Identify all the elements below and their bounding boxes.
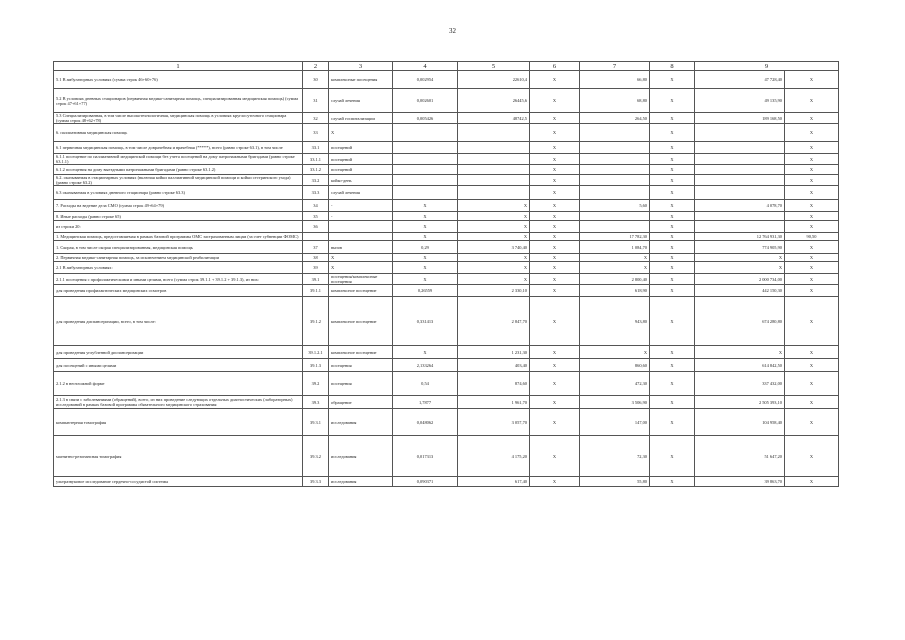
table-cell: магнитно-резонансная томография xyxy=(54,436,303,477)
table-cell: 2 847,70 xyxy=(458,297,530,346)
table-cell xyxy=(458,124,530,142)
table-cell: X xyxy=(530,262,580,274)
table-cell xyxy=(393,142,458,154)
table-cell: X xyxy=(530,124,580,142)
header-cell: 5 xyxy=(458,62,530,71)
table-cell: X xyxy=(785,274,839,285)
data-table xyxy=(53,61,839,487)
table-cell: X xyxy=(458,221,530,233)
table-cell: для проведения диспансеризации, всего, в том числе: xyxy=(54,297,303,346)
table-cell: X xyxy=(393,233,458,241)
table-cell: X xyxy=(785,254,839,262)
table-cell: койко-день xyxy=(329,175,393,186)
table-cell: 104 958,40 xyxy=(695,409,785,436)
table-cell: X xyxy=(530,285,580,297)
table-cell: X xyxy=(650,142,695,154)
table-cell: X xyxy=(393,200,458,212)
table-cell: 39.1 xyxy=(303,274,329,285)
table-cell: 5.3 Специализированная, в том числе высокотехнологичная, медицинская помощь в условиях круглосуточного стационара (сумма строк 48+62+78) xyxy=(54,113,303,124)
table-cell: случай лечения xyxy=(329,89,393,113)
table-cell: 472,30 xyxy=(580,372,650,396)
table-row xyxy=(54,221,839,233)
table-cell: X xyxy=(695,262,785,274)
table-cell: X xyxy=(785,154,839,165)
table-row xyxy=(54,396,839,409)
table-cell: 22610,4 xyxy=(458,71,530,89)
table-cell: X xyxy=(530,113,580,124)
table-cell: X xyxy=(785,142,839,154)
table-row xyxy=(54,359,839,372)
table-cell xyxy=(393,186,458,200)
table-cell: X xyxy=(329,124,393,142)
table-cell xyxy=(580,186,650,200)
table-cell: X xyxy=(530,359,580,372)
table-cell: X xyxy=(650,274,695,285)
table-cell: 4 175,20 xyxy=(458,436,530,477)
table-cell: X xyxy=(393,274,458,285)
table-cell xyxy=(393,175,458,186)
table-cell: 1,7877 xyxy=(393,396,458,409)
table-cell: 36 xyxy=(303,221,329,233)
table-cell: X xyxy=(785,221,839,233)
table-cell: X xyxy=(329,254,393,262)
table-cell: X xyxy=(530,274,580,285)
table-cell: 55,80 xyxy=(580,477,650,487)
table-cell: 8. Иные расходы (равно строке 65) xyxy=(54,212,303,221)
table-cell: для проведения профилактических медицинских осмотров xyxy=(54,285,303,297)
table-cell: 4 078,70 xyxy=(695,200,785,212)
table-cell: посещений xyxy=(329,142,393,154)
table-cell: 39.1.2.1 xyxy=(303,346,329,359)
table-row xyxy=(54,186,839,200)
table-cell: X xyxy=(530,154,580,165)
table-row xyxy=(54,241,839,254)
table-cell: 2 505 393,10 xyxy=(695,396,785,409)
table-cell: X xyxy=(650,254,695,262)
table-cell xyxy=(329,233,393,241)
table-cell: 6.3 оказываемая в условиях дневного стационара (равно строке 63.3) xyxy=(54,186,303,200)
table-cell xyxy=(393,165,458,175)
table-cell: 33.1 xyxy=(303,142,329,154)
table-row xyxy=(54,233,839,241)
table-cell: 2.1 В амбулаторных условиях: xyxy=(54,262,303,274)
table-cell: X xyxy=(650,233,695,241)
table-cell: X xyxy=(785,71,839,89)
table-cell: - xyxy=(329,200,393,212)
table-cell: X xyxy=(785,285,839,297)
table-cell: X xyxy=(785,212,839,221)
table-cell: 68,80 xyxy=(580,89,650,113)
table-cell: X xyxy=(530,372,580,396)
table-cell: 12 764 931,30 xyxy=(695,233,785,241)
table-row xyxy=(54,409,839,436)
table-cell: 0,002601 xyxy=(393,89,458,113)
table-cell: исследования xyxy=(329,477,393,487)
table-row xyxy=(54,346,839,359)
table-row xyxy=(54,71,839,89)
table-cell: посещения xyxy=(329,359,393,372)
table-cell: 1. Скорая, в том числе скорая специализированная, медицинская помощь xyxy=(54,241,303,254)
table-cell: 5.2 В условиях дневных стационаров (первичная медико-санитарная помощь, специализированная медицинская помощь) (сумма строк 47+61+77) xyxy=(54,89,303,113)
table-cell: X xyxy=(650,186,695,200)
table-cell xyxy=(458,186,530,200)
table-cell xyxy=(580,212,650,221)
table-cell: 39 863,70 xyxy=(695,477,785,487)
table-row xyxy=(54,297,839,346)
table-cell: 39.2 xyxy=(303,372,329,396)
table-cell: 442 150,30 xyxy=(695,285,785,297)
table-cell xyxy=(695,186,785,200)
table-cell: X xyxy=(785,396,839,409)
table-cell: X xyxy=(650,396,695,409)
table-cell: X xyxy=(530,254,580,262)
page-number: 32 xyxy=(449,27,456,35)
table-cell: 6.1.2 посещения на дому выездными патронажными бригадами (равно строке 63.1.2) xyxy=(54,165,303,175)
table-cell: X xyxy=(530,297,580,346)
table-cell xyxy=(329,221,393,233)
table-cell: X xyxy=(650,262,695,274)
table-cell: X xyxy=(785,186,839,200)
table-cell: 0,54 xyxy=(393,372,458,396)
table-cell: 2.1.1 посещения с профилактическими и иными целями, всего (сумма строк 39.1.1 + 39.1.2 + 39.1.3), из них: xyxy=(54,274,303,285)
table-cell: X xyxy=(650,477,695,487)
table-cell: 2 000 734,00 xyxy=(695,274,785,285)
header-cell: 7 xyxy=(580,62,650,71)
table-cell: X xyxy=(785,409,839,436)
table-cell: X xyxy=(530,346,580,359)
table-cell: 2.1.2 в неотложной форме xyxy=(54,372,303,396)
table-cell: для посещений с иными целями xyxy=(54,359,303,372)
table-cell: X xyxy=(650,175,695,186)
table-cell: 774 905,90 xyxy=(695,241,785,254)
table-cell: X xyxy=(458,254,530,262)
table-cell: X xyxy=(530,200,580,212)
table-cell: X xyxy=(530,142,580,154)
table-cell: X xyxy=(458,274,530,285)
table-cell: 943,80 xyxy=(580,297,650,346)
table-cell: X xyxy=(650,409,695,436)
table-cell: X xyxy=(650,124,695,142)
table-cell: 3 506,90 xyxy=(580,396,650,409)
table-cell: случай лечения xyxy=(329,186,393,200)
table-cell: 0,005426 xyxy=(393,113,458,124)
table-cell: X xyxy=(650,436,695,477)
table-cell xyxy=(458,154,530,165)
table-cell: посещения xyxy=(329,372,393,396)
table-row xyxy=(54,154,839,165)
table-cell: X xyxy=(530,409,580,436)
table-cell: 874,60 xyxy=(458,372,530,396)
table-cell: комплексное посещение xyxy=(329,297,393,346)
table-cell: X xyxy=(580,262,650,274)
table-cell: 30 xyxy=(303,71,329,89)
header-cell: 1 xyxy=(54,62,303,71)
table-cell: 2 330,10 xyxy=(458,285,530,297)
table-cell: X xyxy=(530,71,580,89)
table-cell: посещений xyxy=(329,165,393,175)
table-cell: исследования xyxy=(329,409,393,436)
table-cell: X xyxy=(458,233,530,241)
table-cell: 189 168,50 xyxy=(695,113,785,124)
table-cell: 37 xyxy=(303,241,329,254)
table-cell: X xyxy=(650,200,695,212)
table-cell xyxy=(580,124,650,142)
table-cell: 1. Медицинская помощь, предоставляемая в рамках базовой программы ОМС застрахованным лицам (за счет субвенции ФОМС) xyxy=(54,233,303,241)
table-cell: 39.1.2 xyxy=(303,297,329,346)
table-row xyxy=(54,262,839,274)
table-cell: 33.1.2 xyxy=(303,165,329,175)
table-cell: X xyxy=(530,396,580,409)
table-cell: 1 961,70 xyxy=(458,396,530,409)
table-cell: X xyxy=(785,113,839,124)
table-cell: 72,30 xyxy=(580,436,650,477)
table-cell: 618,90 xyxy=(580,285,650,297)
header-cell: 9 xyxy=(695,62,839,71)
table-cell: X xyxy=(458,212,530,221)
table-cell: 66,80 xyxy=(580,71,650,89)
table-cell: 337 432,00 xyxy=(695,372,785,396)
table-cell: X xyxy=(530,212,580,221)
table-cell: - xyxy=(329,212,393,221)
table-cell: случай госпитализации xyxy=(329,113,393,124)
table-cell xyxy=(303,233,329,241)
table-cell: X xyxy=(530,477,580,487)
table-cell: X xyxy=(458,262,530,274)
table-row xyxy=(54,200,839,212)
table-cell xyxy=(580,165,650,175)
table-cell: X xyxy=(650,285,695,297)
table-cell: X xyxy=(650,89,695,113)
table-cell: 6. паллиативная медицинская помощь xyxy=(54,124,303,142)
table-cell xyxy=(580,154,650,165)
table-cell: 1 231,30 xyxy=(458,346,530,359)
table-cell: 33.1.1 xyxy=(303,154,329,165)
table-cell: X xyxy=(650,165,695,175)
table-cell: X xyxy=(530,89,580,113)
table-cell: 39.1.1 xyxy=(303,285,329,297)
table-cell: комплексное посещение xyxy=(329,285,393,297)
header-cell: 3 xyxy=(329,62,393,71)
table-cell: 0,29 xyxy=(393,241,458,254)
table-cell: X xyxy=(393,212,458,221)
table-row xyxy=(54,124,839,142)
table-cell: 0,26559 xyxy=(393,285,458,297)
table-cell xyxy=(580,142,650,154)
table-cell: обращение xyxy=(329,396,393,409)
table-cell: X xyxy=(785,124,839,142)
table-row xyxy=(54,285,839,297)
table-cell: 38 xyxy=(303,254,329,262)
table-cell: 7. Расходы на ведение дела СМО (сумма строк 49+64+79) xyxy=(54,200,303,212)
table-cell: для проведения углубленной диспансеризации xyxy=(54,346,303,359)
table-cell: 1 084,70 xyxy=(580,241,650,254)
table-cell: 617,40 xyxy=(458,477,530,487)
table-cell: X xyxy=(650,212,695,221)
table-cell: 26445,6 xyxy=(458,89,530,113)
header-cell: 8 xyxy=(650,62,695,71)
table-cell: 49 135,90 xyxy=(695,89,785,113)
table-cell: 0,002954 xyxy=(393,71,458,89)
table-cell: X xyxy=(650,346,695,359)
table-cell: исследования xyxy=(329,436,393,477)
table-cell: 39.3 xyxy=(303,396,329,409)
table-cell: X xyxy=(695,254,785,262)
table-cell: X xyxy=(785,436,839,477)
table-cell: 33 xyxy=(303,124,329,142)
table-cell: X xyxy=(695,346,785,359)
table-cell: X xyxy=(530,241,580,254)
table-cell: 2.1.3 в связи с заболеваниями (обращений), всего, из них проведение следующих отдельных диагностических (лабораторных) исследований в рамках базовой программы обязательного медицинского страхования: xyxy=(54,396,303,409)
table-cell: комплексное посещение xyxy=(329,346,393,359)
table-cell: X xyxy=(785,359,839,372)
table-cell: X xyxy=(785,200,839,212)
table-cell: 3 057,70 xyxy=(458,409,530,436)
table-cell: X xyxy=(650,113,695,124)
table-cell: 0,090371 xyxy=(393,477,458,487)
table-cell: 147,00 xyxy=(580,409,650,436)
table-cell: X xyxy=(650,241,695,254)
table-cell: X xyxy=(650,359,695,372)
table-cell: 39.3.3 xyxy=(303,477,329,487)
table-cell xyxy=(580,221,650,233)
table-cell: X xyxy=(580,346,650,359)
table-cell: 34 xyxy=(303,200,329,212)
table-cell: посещений xyxy=(329,154,393,165)
table-cell: X xyxy=(530,165,580,175)
table-cell: X xyxy=(393,262,458,274)
table-cell: 39.3.1 xyxy=(303,409,329,436)
table-row xyxy=(54,175,839,186)
table-cell xyxy=(458,142,530,154)
table-cell xyxy=(580,175,650,186)
table-cell: 35 xyxy=(303,212,329,221)
table-cell: X xyxy=(785,262,839,274)
table-cell xyxy=(458,175,530,186)
table-cell: 32 xyxy=(303,113,329,124)
header-row xyxy=(54,62,839,71)
table-cell xyxy=(695,165,785,175)
table-cell: X xyxy=(393,346,458,359)
table-cell: X xyxy=(785,165,839,175)
table-cell: 6.1.1 посещение по паллиативной медицинской помощи без учета посещений на дому патронажными бригадами (равно строке 63.1.1) xyxy=(54,154,303,165)
table-cell: X xyxy=(530,175,580,186)
table-cell: 47 728,40 xyxy=(695,71,785,89)
table-row xyxy=(54,372,839,396)
table-row xyxy=(54,477,839,487)
table-cell xyxy=(695,142,785,154)
table-cell: X xyxy=(785,89,839,113)
table-cell: 17 782,30 xyxy=(580,233,650,241)
table-cell: 5,60 xyxy=(580,200,650,212)
table-cell: X xyxy=(785,372,839,396)
table-cell: X xyxy=(785,241,839,254)
table-cell: 2. Первичная медико-санитарная помощь, за исключением медицинской реабилитации xyxy=(54,254,303,262)
table-cell: 6.1 первичная медицинская помощь, в том числе доврачебная и врачебная (*****), всего (равно строке 63.1), в том числе xyxy=(54,142,303,154)
table-cell: X xyxy=(650,372,695,396)
table-cell: вызов xyxy=(329,241,393,254)
table-cell: 0,048062 xyxy=(393,409,458,436)
table-cell: X xyxy=(329,262,393,274)
table-cell: 39.1.3 xyxy=(303,359,329,372)
table-cell: X xyxy=(785,297,839,346)
table-cell: 614 842,50 xyxy=(695,359,785,372)
table-cell: X xyxy=(785,175,839,186)
table-cell: ультразвуковое исследование сердечно-сосудистой системы xyxy=(54,477,303,487)
table-cell: X xyxy=(650,297,695,346)
table-cell: комплексные посещения xyxy=(329,71,393,89)
table-cell xyxy=(695,154,785,165)
table-cell: X xyxy=(650,221,695,233)
table-cell: 860,60 xyxy=(580,359,650,372)
table-cell: 33.3 xyxy=(303,186,329,200)
table-cell xyxy=(695,212,785,221)
table-row xyxy=(54,254,839,262)
table-cell xyxy=(458,165,530,175)
table-cell: X xyxy=(458,200,530,212)
table-cell: X xyxy=(393,221,458,233)
table-cell: X xyxy=(650,71,695,89)
table-cell: компьютерная томография xyxy=(54,409,303,436)
table-cell: 6.2. оказываемая в стационарных условиях (включая койки паллиативной медицинской помощи и койки сестринского ухода) (равно строке 63.2) xyxy=(54,175,303,186)
table-cell: 33.2 xyxy=(303,175,329,186)
table-cell: 51 647,20 xyxy=(695,436,785,477)
table-cell: X xyxy=(393,254,458,262)
table-cell xyxy=(695,175,785,186)
table-cell: X xyxy=(530,221,580,233)
table-cell: 90,50 xyxy=(785,233,839,241)
table-cell: из строки 20: xyxy=(54,221,303,233)
table-cell xyxy=(695,124,785,142)
table-cell: 31 xyxy=(303,89,329,113)
table-cell: 403,40 xyxy=(458,359,530,372)
table-cell: посещения/комплексные посещения xyxy=(329,274,393,285)
table-cell: X xyxy=(785,477,839,487)
table-cell: 39 xyxy=(303,262,329,274)
table-cell: 39.3.2 xyxy=(303,436,329,477)
header-cell: 6 xyxy=(530,62,580,71)
table-row xyxy=(54,113,839,124)
table-cell: 2 800,40 xyxy=(580,274,650,285)
table-cell: X xyxy=(530,186,580,200)
header-cell: 4 xyxy=(393,62,458,71)
table-cell: 48742,5 xyxy=(458,113,530,124)
table-row xyxy=(54,165,839,175)
table-cell: 5.1 В амбулаторных условиях (сумма строк 46+60+76) xyxy=(54,71,303,89)
table-cell: 264,50 xyxy=(580,113,650,124)
table-cell: 3 740,40 xyxy=(458,241,530,254)
table-cell xyxy=(695,221,785,233)
table-cell: X xyxy=(785,346,839,359)
table-row xyxy=(54,212,839,221)
table-cell: 0,331413 xyxy=(393,297,458,346)
table-row xyxy=(54,142,839,154)
table-cell xyxy=(393,124,458,142)
table-row xyxy=(54,436,839,477)
table-cell xyxy=(393,154,458,165)
table-cell: 674 280,80 xyxy=(695,297,785,346)
table-cell: 2,133264 xyxy=(393,359,458,372)
table-row xyxy=(54,89,839,113)
table-cell: X xyxy=(650,154,695,165)
table-cell: X xyxy=(580,254,650,262)
table-cell: 0,017313 xyxy=(393,436,458,477)
table-cell: X xyxy=(530,436,580,477)
table-cell: X xyxy=(530,233,580,241)
table-row xyxy=(54,274,839,285)
header-cell: 2 xyxy=(303,62,329,71)
